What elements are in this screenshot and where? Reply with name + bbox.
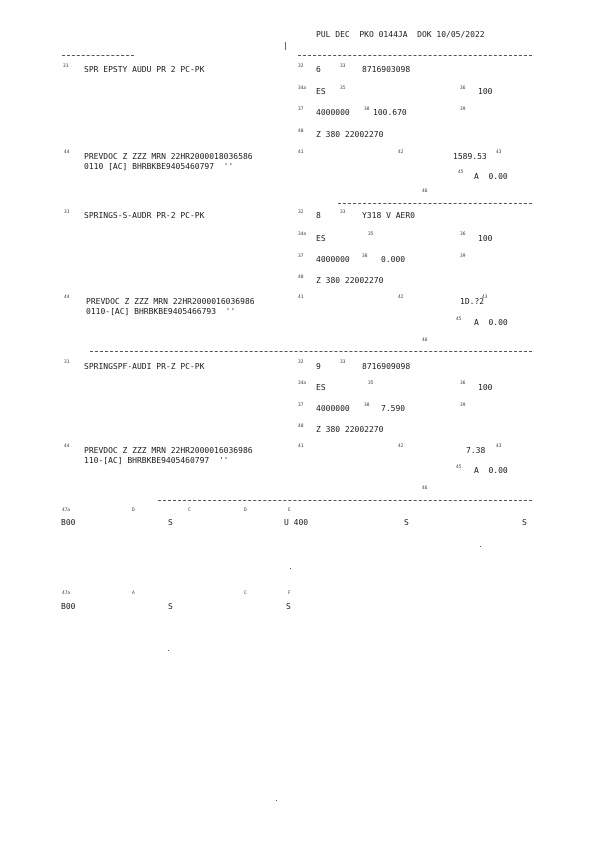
goods-description: SPRINGS-S-AUDR PR-2 PC-PK (84, 211, 205, 220)
box-37-label: 37 (298, 254, 304, 259)
procedure-code: 4000000 (316, 255, 350, 264)
box-34a-label: 34a (298, 86, 307, 91)
box-45-label: 45 (456, 465, 462, 470)
net-mass: 100.670 (373, 108, 407, 117)
box-40-label: 40 (298, 424, 304, 429)
box-38-label: 38 (364, 403, 370, 408)
box-44-label: 44 (64, 295, 70, 300)
country-of-origin: ES (316, 383, 326, 392)
box-39-label: 39 (460, 254, 466, 259)
box-47-label: 47a (62, 591, 71, 596)
box-33-label: 33 (340, 360, 346, 365)
item-number: 9 (316, 362, 321, 371)
box-36-label: 36 (460, 232, 466, 237)
box-46-label: 46 (422, 338, 428, 343)
tax-base: S (168, 518, 173, 527)
box-43-label: 43 (496, 150, 502, 155)
country-of-origin: ES (316, 234, 326, 243)
value-adjustment: A 0.00 (474, 318, 508, 327)
previous-document: Z 380 22002270 (316, 425, 384, 434)
previous-document: Z 380 22002270 (316, 276, 384, 285)
net-mass: 7.590 (381, 404, 406, 413)
column-letter: E (288, 508, 291, 513)
item-separator (338, 203, 532, 204)
scan-dot (168, 650, 169, 651)
column-letter: F (288, 591, 291, 596)
document-reference: PUL DEC PKO 0144JA DOK 10/05/2022 (316, 30, 485, 39)
box-33-label: 33 (340, 64, 346, 69)
column-letter: D (244, 508, 247, 513)
box-34a-label: 34a (298, 381, 307, 386)
box-42-label: 42 (398, 150, 404, 155)
additional-info-line-2: 0110 [AC] BHRBKBE9405460797 '' (84, 162, 234, 171)
item-separator (158, 500, 532, 501)
box-46-label: 46 (422, 189, 428, 194)
box-38-label: 38 (364, 107, 370, 112)
box-36-label: 36 (460, 381, 466, 386)
box-47-label: 47a (62, 508, 71, 513)
goods-description: SPRINGSPF-AUDI PR-Z PC-PK (84, 362, 205, 371)
column-letter: A (132, 591, 135, 596)
scan-dot (276, 800, 277, 801)
box-32-label: 32 (298, 64, 304, 69)
box-32-label: 32 (298, 360, 304, 365)
tax-rate: U 400 (284, 518, 309, 527)
commodity-code: 8716903098 (362, 65, 411, 74)
header-mark: | (283, 41, 288, 50)
additional-info-line-1: PREVDOC Z ZZZ MRN 22HR2000018036586 (84, 152, 253, 161)
box-40-label: 40 (298, 129, 304, 134)
column-letter: C (188, 508, 191, 513)
procedure-code: 4000000 (316, 404, 350, 413)
box-32-label: 32 (298, 210, 304, 215)
box-45-label: 45 (456, 317, 462, 322)
preference-code: 100 (478, 234, 493, 243)
commodity-code: 8716909098 (362, 362, 411, 371)
procedure-code: 4000000 (316, 108, 350, 117)
payment-method: S (286, 602, 291, 611)
item-number: 8 (316, 211, 321, 220)
value-adjustment: A 0.00 (474, 172, 508, 181)
box-46-label: 46 (422, 486, 428, 491)
item-value: 7.38 (466, 446, 486, 455)
box-42-label: 42 (398, 295, 404, 300)
box-35-label: 35 (368, 232, 374, 237)
previous-document: Z 380 22002270 (316, 130, 384, 139)
box-39-label: 39 (460, 403, 466, 408)
item-separator (90, 351, 532, 352)
box-31-label: 31 (64, 210, 70, 215)
item-value: 1589.53 (453, 152, 487, 161)
box-42-label: 42 (398, 444, 404, 449)
net-mass: 0.000 (381, 255, 406, 264)
column-letter: D (132, 508, 135, 513)
preference-code: 100 (478, 383, 493, 392)
tax-type: B00 (61, 602, 76, 611)
box-39-label: 39 (460, 107, 466, 112)
country-of-origin: ES (316, 87, 326, 96)
item-number: 6 (316, 65, 321, 74)
commodity-code: Y318 V AER0 (362, 211, 415, 220)
box-40-label: 40 (298, 275, 304, 280)
box-36-label: 36 (460, 86, 466, 91)
value-adjustment: A 0.00 (474, 466, 508, 475)
box-37-label: 37 (298, 107, 304, 112)
preference-code: 100 (478, 87, 493, 96)
tax-base: S (168, 602, 173, 611)
box-35-label: 35 (368, 381, 374, 386)
box-41-label: 41 (298, 295, 304, 300)
item-value: 1D.?2 (460, 297, 485, 306)
tax-type: B00 (61, 518, 76, 527)
box-44-label: 44 (64, 150, 70, 155)
box-34a-label: 34a (298, 232, 307, 237)
box-35-label: 35 (340, 86, 346, 91)
tax-amount: S (404, 518, 409, 527)
goods-description: SPR EPSTY AUDU PR 2 PC-PK (84, 65, 205, 74)
scan-dot (480, 546, 481, 547)
box-41-label: 41 (298, 150, 304, 155)
box-43-label: 43 (482, 295, 488, 300)
additional-info-line-1: PREVDOC Z ZZZ MRN 22HR2000016036986 (84, 446, 253, 455)
box-33-label: 33 (340, 210, 346, 215)
box-31-label: 31 (64, 360, 70, 365)
additional-info-line-1: PREVDOC Z ZZZ MRN 22HR2000016036986 (86, 297, 255, 306)
header-rule-right (298, 55, 532, 56)
additional-info-line-2: 0110-[AC] BHRBKBE9405466793 '' (86, 307, 236, 316)
column-letter: C (244, 591, 247, 596)
scan-dot (290, 568, 291, 569)
box-31-label: 31 (63, 64, 69, 69)
additional-info-line-2: 110-[AC] BHRBKBE9405460797 '' (84, 456, 229, 465)
box-43-label: 43 (496, 444, 502, 449)
box-44-label: 44 (64, 444, 70, 449)
box-41-label: 41 (298, 444, 304, 449)
header-rule-left (62, 55, 134, 56)
box-45-label: 45 (458, 170, 464, 175)
box-38-label: 38 (362, 254, 368, 259)
payment-method: S (522, 518, 527, 527)
box-37-label: 37 (298, 403, 304, 408)
